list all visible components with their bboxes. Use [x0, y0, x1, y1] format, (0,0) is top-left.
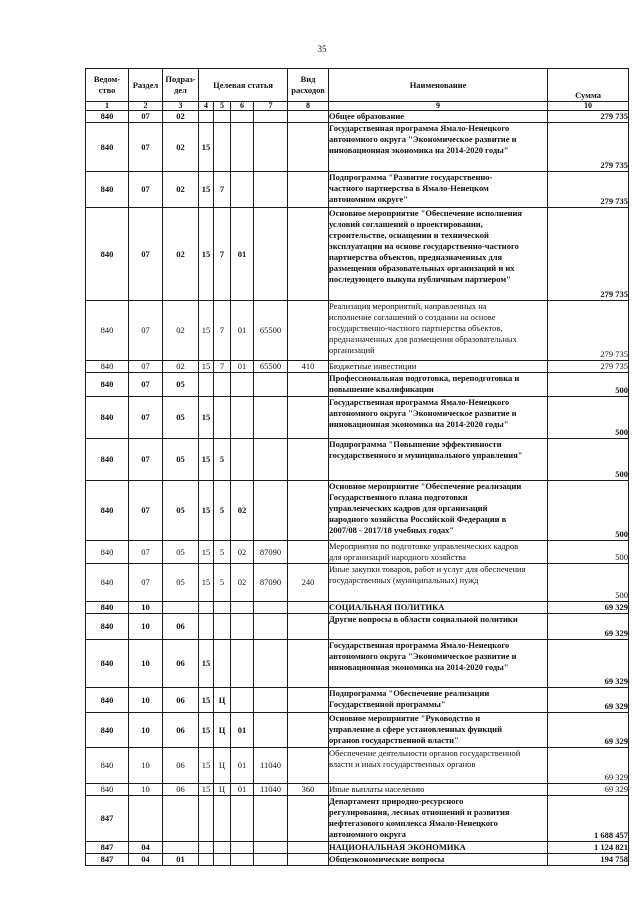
cell-vedomstvo: 840: [86, 111, 129, 123]
cell-podrazdel: 02: [163, 111, 199, 123]
cell-razdel: 04: [129, 854, 163, 866]
cell-target-main-event: [231, 111, 254, 123]
cell-sum: 194 758: [548, 854, 629, 866]
cell-sum: 69 329: [548, 614, 629, 640]
cell-expense-type: [288, 748, 329, 784]
cell-target-program: 15: [199, 784, 214, 796]
cell-vedomstvo: 847: [86, 842, 129, 854]
cell-podrazdel: 02: [163, 123, 199, 172]
cell-expense-type: [288, 854, 329, 866]
cell-sum: 500: [548, 541, 629, 564]
cell-expense-type: [288, 614, 329, 640]
table-row: [86, 614, 629, 640]
cell-podrazdel: 06: [163, 614, 199, 640]
table-row: [86, 564, 629, 602]
cell-name: Профессиональная подготовка, переподготовка и повышение квалификации: [329, 373, 548, 397]
cell-target-direction: [254, 397, 288, 439]
cell-target-program: 15: [199, 688, 214, 713]
cell-vedomstvo: 840: [86, 541, 129, 564]
cell-name: Основное мероприятие "Руководство и управление в сфере установленных функций органов государственной власти": [329, 713, 548, 748]
cell-target-main-event: [231, 640, 254, 688]
cell-target-main-event: [231, 397, 254, 439]
cell-target-program: 15: [199, 123, 214, 172]
column-numbers-row: [86, 102, 629, 111]
cell-expense-type: [288, 439, 329, 481]
cell-target-direction: [254, 172, 288, 208]
cell-target-main-event: 01: [231, 713, 254, 748]
cell-name: Мероприятия по подготовке управленческих кадров для организаций народного хозяйства: [329, 541, 548, 564]
cell-target-program: 15: [199, 301, 214, 361]
cell-target-main-event: 02: [231, 541, 254, 564]
table-row: [86, 123, 629, 172]
cell-target-direction: [254, 481, 288, 541]
cell-target-main-event: 01: [231, 208, 254, 301]
cell-vedomstvo: 840: [86, 172, 129, 208]
table-row: [86, 208, 629, 301]
cell-target-direction: 87090: [254, 564, 288, 602]
cell-razdel: 10: [129, 614, 163, 640]
cell-razdel: 07: [129, 361, 163, 373]
cell-target-direction: [254, 842, 288, 854]
cell-razdel: 07: [129, 301, 163, 361]
cell-target-program: [199, 842, 214, 854]
cell-target-subprogram: [214, 123, 231, 172]
cell-sum: 279 735: [548, 111, 629, 123]
cell-podrazdel: 02: [163, 301, 199, 361]
cell-target-program: 15: [199, 564, 214, 602]
cell-target-direction: 65500: [254, 301, 288, 361]
cell-razdel: 10: [129, 640, 163, 688]
cell-target-direction: [254, 111, 288, 123]
cell-sum: 69 329: [548, 713, 629, 748]
cell-name: Государственная программа Ямало-Ненецкого автономного округа "Экономическое развитие и инновационная экономика на 2014-2020 годы": [329, 640, 548, 688]
column-number: 9: [329, 102, 548, 111]
cell-razdel: 10: [129, 784, 163, 796]
cell-name: Основное мероприятие "Обеспечение исполнения условий соглашений о проектировании, строительстве, оснащении и технической эксплуатации на основе государственно-частного партнерства объектов, предназначенных для размещения образовательных организаций и их последующего выкупа публичным партнером": [329, 208, 548, 301]
page-number: 35: [317, 44, 327, 54]
cell-podrazdel: 05: [163, 439, 199, 481]
header-name: Наименование: [329, 69, 548, 102]
cell-target-main-event: [231, 602, 254, 614]
cell-name: Обеспечение деятельности органов государственной власти и иных государственных органов: [329, 748, 548, 784]
table-row: [86, 748, 629, 784]
cell-name: СОЦИАЛЬНАЯ ПОЛИТИКА: [329, 602, 548, 614]
cell-name: Реализация мероприятий, направленных на исполнение соглашений о создании на основе государственно-частного партнерства объектов, предназначенных для размещения образовательных организаций: [329, 301, 548, 361]
cell-vedomstvo: 840: [86, 784, 129, 796]
cell-target-direction: [254, 854, 288, 866]
cell-target-program: 15: [199, 172, 214, 208]
cell-target-direction: [254, 602, 288, 614]
cell-expense-type: 360: [288, 784, 329, 796]
cell-target-main-event: [231, 842, 254, 854]
cell-target-program: 15: [199, 208, 214, 301]
cell-podrazdel: [163, 796, 199, 842]
cell-target-subprogram: 5: [214, 439, 231, 481]
cell-sum: 1 688 457: [548, 796, 629, 842]
cell-name: Подпрограмма "Повышение эффективности государственного и муниципального управления": [329, 439, 548, 481]
cell-name: Бюджетные инвестиции: [329, 361, 548, 373]
cell-razdel: 07: [129, 373, 163, 397]
header-razdel: Раздел: [129, 69, 163, 102]
cell-name: Государственная программа Ямало-Ненецкого автономного округа "Экономическое развитие и инновационная экономика на 2014-2020 годы": [329, 397, 548, 439]
cell-razdel: 07: [129, 439, 163, 481]
cell-podrazdel: 05: [163, 397, 199, 439]
cell-vedomstvo: 840: [86, 373, 129, 397]
cell-target-subprogram: 7: [214, 301, 231, 361]
cell-razdel: 07: [129, 397, 163, 439]
cell-vedomstvo: 840: [86, 688, 129, 713]
column-number: 7: [254, 102, 288, 111]
cell-expense-type: [288, 373, 329, 397]
table-row: [86, 301, 629, 361]
cell-podrazdel: 06: [163, 688, 199, 713]
cell-target-direction: 11040: [254, 748, 288, 784]
budget-table: [85, 68, 629, 866]
cell-razdel: 07: [129, 564, 163, 602]
cell-vedomstvo: 847: [86, 796, 129, 842]
cell-target-subprogram: [214, 640, 231, 688]
cell-target-program: 15: [199, 397, 214, 439]
cell-sum: 279 735: [548, 172, 629, 208]
cell-podrazdel: 02: [163, 361, 199, 373]
table-row: [86, 111, 629, 123]
cell-target-direction: 65500: [254, 361, 288, 373]
cell-podrazdel: 06: [163, 784, 199, 796]
cell-target-main-event: 01: [231, 361, 254, 373]
cell-target-subprogram: 5: [214, 481, 231, 541]
cell-target-program: 15: [199, 361, 214, 373]
cell-target-program: 15: [199, 713, 214, 748]
cell-target-main-event: [231, 688, 254, 713]
cell-podrazdel: 01: [163, 854, 199, 866]
cell-podrazdel: 06: [163, 640, 199, 688]
cell-sum: 500: [548, 564, 629, 602]
cell-sum: 279 735: [548, 301, 629, 361]
cell-target-main-event: 01: [231, 784, 254, 796]
cell-target-direction: [254, 208, 288, 301]
cell-expense-type: [288, 842, 329, 854]
cell-target-main-event: 01: [231, 748, 254, 784]
cell-target-subprogram: 5: [214, 564, 231, 602]
cell-name: Иные закупки товаров, работ и услуг для обеспечения государственных (муниципальных) нужд: [329, 564, 548, 602]
table-row: [86, 397, 629, 439]
table-row: [86, 688, 629, 713]
cell-vedomstvo: 840: [86, 602, 129, 614]
cell-vedomstvo: 840: [86, 301, 129, 361]
cell-expense-type: [288, 688, 329, 713]
cell-sum: 69 329: [548, 784, 629, 796]
cell-name: Подпрограмма "Обеспечение реализации Государственной программы": [329, 688, 548, 713]
table-row: [86, 842, 629, 854]
cell-sum: 500: [548, 373, 629, 397]
cell-target-subprogram: Ц: [214, 713, 231, 748]
cell-target-direction: [254, 640, 288, 688]
cell-target-program: 15: [199, 481, 214, 541]
cell-vedomstvo: 847: [86, 854, 129, 866]
cell-sum: 500: [548, 481, 629, 541]
cell-target-main-event: [231, 439, 254, 481]
cell-target-direction: [254, 373, 288, 397]
cell-target-subprogram: [214, 796, 231, 842]
cell-expense-type: [288, 796, 329, 842]
cell-target-program: 15: [199, 640, 214, 688]
header-podrazdel: Подраз- дел: [163, 69, 199, 102]
cell-expense-type: [288, 123, 329, 172]
cell-vedomstvo: 840: [86, 614, 129, 640]
table-row: [86, 784, 629, 796]
cell-target-direction: [254, 796, 288, 842]
cell-expense-type: [288, 301, 329, 361]
cell-target-subprogram: [214, 854, 231, 866]
cell-target-program: [199, 602, 214, 614]
cell-name: Подпрограмма "Развитие государственно- частного партнерства в Ямало-Ненецком автономном округе": [329, 172, 548, 208]
column-number: 2: [129, 102, 163, 111]
cell-target-main-event: 02: [231, 481, 254, 541]
cell-expense-type: [288, 481, 329, 541]
cell-razdel: 07: [129, 481, 163, 541]
cell-podrazdel: 02: [163, 208, 199, 301]
cell-razdel: 10: [129, 713, 163, 748]
cell-vedomstvo: 840: [86, 123, 129, 172]
cell-sum: 1 124 821: [548, 842, 629, 854]
table-row: [86, 713, 629, 748]
cell-sum: 69 329: [548, 602, 629, 614]
cell-name: Основное мероприятие "Обеспечение реализации Государственного плана подготовки управленческих кадров для организаций народного хозяйства Российской Федерации в 2007/08 - 2017/18 учебных годах": [329, 481, 548, 541]
cell-vedomstvo: 840: [86, 481, 129, 541]
cell-vedomstvo: 840: [86, 748, 129, 784]
cell-target-program: [199, 614, 214, 640]
table-header: [86, 69, 629, 111]
cell-expense-type: [288, 713, 329, 748]
cell-target-main-event: [231, 373, 254, 397]
cell-vedomstvo: 840: [86, 640, 129, 688]
cell-sum: 69 329: [548, 748, 629, 784]
cell-name: Общеэкономические вопросы: [329, 854, 548, 866]
table-row: [86, 854, 629, 866]
cell-expense-type: 410: [288, 361, 329, 373]
cell-sum: 69 329: [548, 688, 629, 713]
cell-target-program: [199, 373, 214, 397]
cell-sum: 500: [548, 397, 629, 439]
cell-sum: 279 735: [548, 123, 629, 172]
column-number: 4: [199, 102, 214, 111]
table-row: [86, 640, 629, 688]
table-row: [86, 541, 629, 564]
cell-name: Государственная программа Ямало-Ненецкого автономного округа "Экономическое развитие и инновационная экономика на 2014-2020 годы": [329, 123, 548, 172]
cell-vedomstvo: 840: [86, 564, 129, 602]
cell-expense-type: [288, 602, 329, 614]
cell-target-main-event: [231, 796, 254, 842]
cell-target-main-event: [231, 123, 254, 172]
cell-name: Другие вопросы в области социальной политики: [329, 614, 548, 640]
cell-razdel: 07: [129, 123, 163, 172]
cell-expense-type: [288, 541, 329, 564]
cell-razdel: 10: [129, 688, 163, 713]
cell-name: Общее образование: [329, 111, 548, 123]
cell-target-subprogram: 7: [214, 208, 231, 301]
cell-expense-type: [288, 172, 329, 208]
cell-name: НАЦИОНАЛЬНАЯ ЭКОНОМИКА: [329, 842, 548, 854]
cell-target-direction: [254, 713, 288, 748]
table-row: [86, 361, 629, 373]
cell-name: Иные выплаты населению: [329, 784, 548, 796]
cell-target-program: 15: [199, 748, 214, 784]
table-body: [86, 111, 629, 866]
cell-podrazdel: 05: [163, 373, 199, 397]
cell-razdel: 07: [129, 172, 163, 208]
column-number: 3: [163, 102, 199, 111]
cell-target-main-event: 01: [231, 301, 254, 361]
cell-target-subprogram: 5: [214, 541, 231, 564]
table-row: [86, 439, 629, 481]
cell-sum: 279 735: [548, 361, 629, 373]
cell-target-subprogram: 7: [214, 172, 231, 208]
table-row: [86, 481, 629, 541]
cell-expense-type: [288, 111, 329, 123]
cell-razdel: 07: [129, 111, 163, 123]
cell-target-main-event: [231, 172, 254, 208]
cell-target-subprogram: Ц: [214, 748, 231, 784]
cell-vedomstvo: 840: [86, 713, 129, 748]
cell-sum: 69 329: [548, 640, 629, 688]
column-number: 5: [214, 102, 231, 111]
cell-target-main-event: [231, 854, 254, 866]
column-number: 1: [86, 102, 129, 111]
cell-target-program: [199, 796, 214, 842]
cell-target-direction: 11040: [254, 784, 288, 796]
cell-razdel: 04: [129, 842, 163, 854]
cell-podrazdel: [163, 842, 199, 854]
cell-target-subprogram: Ц: [214, 784, 231, 796]
cell-target-subprogram: 7: [214, 361, 231, 373]
table-row: [86, 172, 629, 208]
cell-vedomstvo: 840: [86, 208, 129, 301]
cell-target-main-event: [231, 614, 254, 640]
cell-razdel: [129, 796, 163, 842]
cell-target-main-event: 02: [231, 564, 254, 602]
table-row: [86, 602, 629, 614]
header-target-article: Целевая статья: [199, 69, 288, 102]
table-row: [86, 796, 629, 842]
cell-razdel: 07: [129, 541, 163, 564]
cell-expense-type: [288, 640, 329, 688]
cell-podrazdel: 06: [163, 713, 199, 748]
cell-podrazdel: 05: [163, 564, 199, 602]
cell-target-subprogram: Ц: [214, 688, 231, 713]
cell-target-subprogram: [214, 373, 231, 397]
cell-vedomstvo: 840: [86, 397, 129, 439]
column-number: 10: [548, 102, 629, 111]
header-vedomstvo: Ведом- ство: [86, 69, 129, 102]
table-row: [86, 373, 629, 397]
column-number: 8: [288, 102, 329, 111]
cell-podrazdel: 05: [163, 481, 199, 541]
cell-target-program: [199, 111, 214, 123]
cell-vedomstvo: 840: [86, 439, 129, 481]
cell-razdel: 10: [129, 602, 163, 614]
cell-target-direction: [254, 688, 288, 713]
cell-target-subprogram: [214, 111, 231, 123]
cell-target-direction: 87090: [254, 541, 288, 564]
cell-target-direction: [254, 614, 288, 640]
cell-podrazdel: 02: [163, 172, 199, 208]
cell-name: Департамент природно-ресурсного регулирования, лесных отношений и развития нефтегазового комплекса Ямало-Ненецкого автономного округа: [329, 796, 548, 842]
cell-target-subprogram: [214, 397, 231, 439]
cell-podrazdel: 05: [163, 541, 199, 564]
cell-expense-type: [288, 208, 329, 301]
cell-expense-type: 240: [288, 564, 329, 602]
cell-target-program: 15: [199, 439, 214, 481]
cell-target-subprogram: [214, 614, 231, 640]
header-expense-type: Вид расходов: [288, 69, 329, 102]
cell-expense-type: [288, 397, 329, 439]
header-sum: Сумма: [548, 69, 629, 102]
cell-target-direction: [254, 123, 288, 172]
cell-vedomstvo: 840: [86, 361, 129, 373]
cell-target-direction: [254, 439, 288, 481]
cell-sum: 500: [548, 439, 629, 481]
cell-sum: 279 735: [548, 208, 629, 301]
cell-target-program: 15: [199, 541, 214, 564]
cell-razdel: 10: [129, 748, 163, 784]
cell-podrazdel: [163, 602, 199, 614]
column-number: 6: [231, 102, 254, 111]
header-row: [86, 69, 629, 102]
cell-target-program: [199, 854, 214, 866]
cell-razdel: 07: [129, 208, 163, 301]
cell-target-subprogram: [214, 602, 231, 614]
cell-podrazdel: 06: [163, 748, 199, 784]
cell-target-subprogram: [214, 842, 231, 854]
